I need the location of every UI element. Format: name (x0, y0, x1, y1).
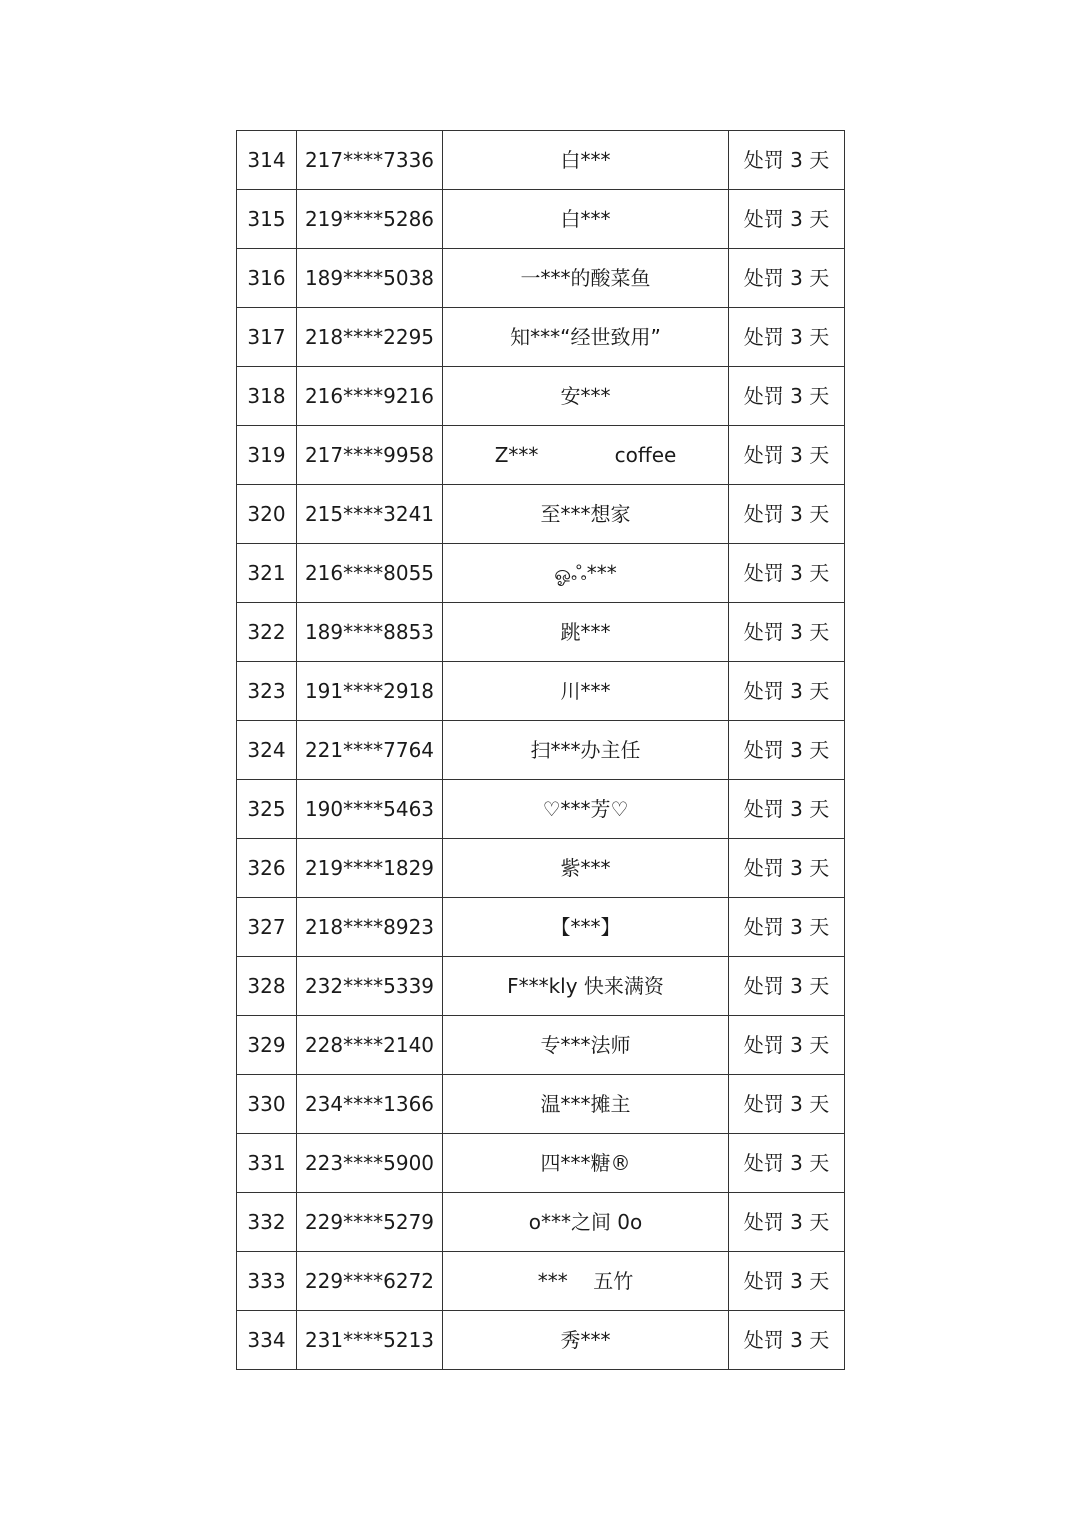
row-number-cell: 318 (237, 367, 297, 426)
account-id-cell: 232****5339 (297, 957, 443, 1016)
penalty-cell: 处罚 3 天 (729, 190, 845, 249)
table-row (237, 190, 845, 249)
account-id-cell: 231****5213 (297, 1311, 443, 1370)
nickname-cell: 秀*** (443, 1311, 729, 1370)
account-id-cell: 221****7764 (297, 721, 443, 780)
nickname-cell: 至***想家 (443, 485, 729, 544)
row-number-cell: 327 (237, 898, 297, 957)
table-row (237, 603, 845, 662)
account-id-cell: 215****3241 (297, 485, 443, 544)
nickname-cell: 紫*** (443, 839, 729, 898)
account-id-cell: 216****9216 (297, 367, 443, 426)
account-id-cell: 189****8853 (297, 603, 443, 662)
row-number-cell: 328 (237, 957, 297, 1016)
nickname-cell: ♡***芳♡ (443, 780, 729, 839)
table-row (237, 839, 845, 898)
row-number-cell: 330 (237, 1075, 297, 1134)
row-number-cell: 317 (237, 308, 297, 367)
row-number-cell: 315 (237, 190, 297, 249)
table-row (237, 1016, 845, 1075)
account-id-cell: 228****2140 (297, 1016, 443, 1075)
penalty-cell: 处罚 3 天 (729, 603, 845, 662)
table-row (237, 1134, 845, 1193)
penalty-cell: 处罚 3 天 (729, 544, 845, 603)
penalty-cell: 处罚 3 天 (729, 721, 845, 780)
account-id-cell: 223****5900 (297, 1134, 443, 1193)
account-id-cell: 219****5286 (297, 190, 443, 249)
row-number-cell: 314 (237, 131, 297, 190)
penalty-cell: 处罚 3 天 (729, 662, 845, 721)
account-id-cell: 219****1829 (297, 839, 443, 898)
row-number-cell: 321 (237, 544, 297, 603)
account-id-cell: 234****1366 (297, 1075, 443, 1134)
penalty-cell: 处罚 3 天 (729, 249, 845, 308)
nickname-cell: 一***的酸菜鱼 (443, 249, 729, 308)
row-number-cell: 332 (237, 1193, 297, 1252)
nickname-cell: 安*** (443, 367, 729, 426)
table-row (237, 721, 845, 780)
account-id-cell: 190****5463 (297, 780, 443, 839)
row-number-cell: 325 (237, 780, 297, 839)
penalty-cell: 处罚 3 天 (729, 426, 845, 485)
table-row (237, 1311, 845, 1370)
account-id-cell: 218****8923 (297, 898, 443, 957)
nickname-cell: 白*** (443, 131, 729, 190)
penalty-cell: 处罚 3 天 (729, 957, 845, 1016)
table-body (237, 131, 845, 1370)
penalty-cell: 处罚 3 天 (729, 131, 845, 190)
table-row (237, 249, 845, 308)
nickname-cell: 川*** (443, 662, 729, 721)
table-row (237, 898, 845, 957)
nickname-cell: *** 五竹 (443, 1252, 729, 1311)
table-row (237, 485, 845, 544)
row-number-cell: 334 (237, 1311, 297, 1370)
row-number-cell: 326 (237, 839, 297, 898)
penalty-cell: 处罚 3 天 (729, 1075, 845, 1134)
penalty-cell: 处罚 3 天 (729, 308, 845, 367)
nickname-cell: ஓஃ*** (443, 544, 729, 603)
row-number-cell: 316 (237, 249, 297, 308)
penalty-cell: 处罚 3 天 (729, 1311, 845, 1370)
account-id-cell: 217****9958 (297, 426, 443, 485)
nickname-cell: 【***】 (443, 898, 729, 957)
table-row (237, 957, 845, 1016)
row-number-cell: 322 (237, 603, 297, 662)
account-id-cell: 189****5038 (297, 249, 443, 308)
table-row (237, 426, 845, 485)
row-number-cell: 331 (237, 1134, 297, 1193)
penalty-cell: 处罚 3 天 (729, 1016, 845, 1075)
penalty-cell: 处罚 3 天 (729, 1193, 845, 1252)
penalty-cell: 处罚 3 天 (729, 1252, 845, 1311)
nickname-cell: o***之间 0o (443, 1193, 729, 1252)
penalty-cell: 处罚 3 天 (729, 367, 845, 426)
account-id-cell: 191****2918 (297, 662, 443, 721)
row-number-cell: 323 (237, 662, 297, 721)
penalty-table (236, 130, 845, 1370)
row-number-cell: 319 (237, 426, 297, 485)
table-row (237, 131, 845, 190)
nickname-cell: 扫***办主任 (443, 721, 729, 780)
penalty-cell: 处罚 3 天 (729, 898, 845, 957)
nickname-cell: F***kly 快来满资 (443, 957, 729, 1016)
nickname-cell: 温***摊主 (443, 1075, 729, 1134)
table-row (237, 1193, 845, 1252)
nickname-cell: 白*** (443, 190, 729, 249)
table-row (237, 308, 845, 367)
penalty-cell: 处罚 3 天 (729, 839, 845, 898)
row-number-cell: 333 (237, 1252, 297, 1311)
account-id-cell: 217****7336 (297, 131, 443, 190)
table-row (237, 1075, 845, 1134)
row-number-cell: 324 (237, 721, 297, 780)
account-id-cell: 216****8055 (297, 544, 443, 603)
account-id-cell: 229****5279 (297, 1193, 443, 1252)
nickname-cell: 跳*** (443, 603, 729, 662)
table-row (237, 662, 845, 721)
table-row (237, 367, 845, 426)
row-number-cell: 320 (237, 485, 297, 544)
table-row (237, 780, 845, 839)
row-number-cell: 329 (237, 1016, 297, 1075)
account-id-cell: 229****6272 (297, 1252, 443, 1311)
table-row (237, 544, 845, 603)
penalty-cell: 处罚 3 天 (729, 1134, 845, 1193)
penalty-cell: 处罚 3 天 (729, 485, 845, 544)
table-row (237, 1252, 845, 1311)
nickname-cell: 专***法师 (443, 1016, 729, 1075)
nickname-cell: 知***“经世致用” (443, 308, 729, 367)
nickname-cell: Z*** coffee (443, 426, 729, 485)
penalty-cell: 处罚 3 天 (729, 780, 845, 839)
nickname-cell: 四***糖® (443, 1134, 729, 1193)
account-id-cell: 218****2295 (297, 308, 443, 367)
